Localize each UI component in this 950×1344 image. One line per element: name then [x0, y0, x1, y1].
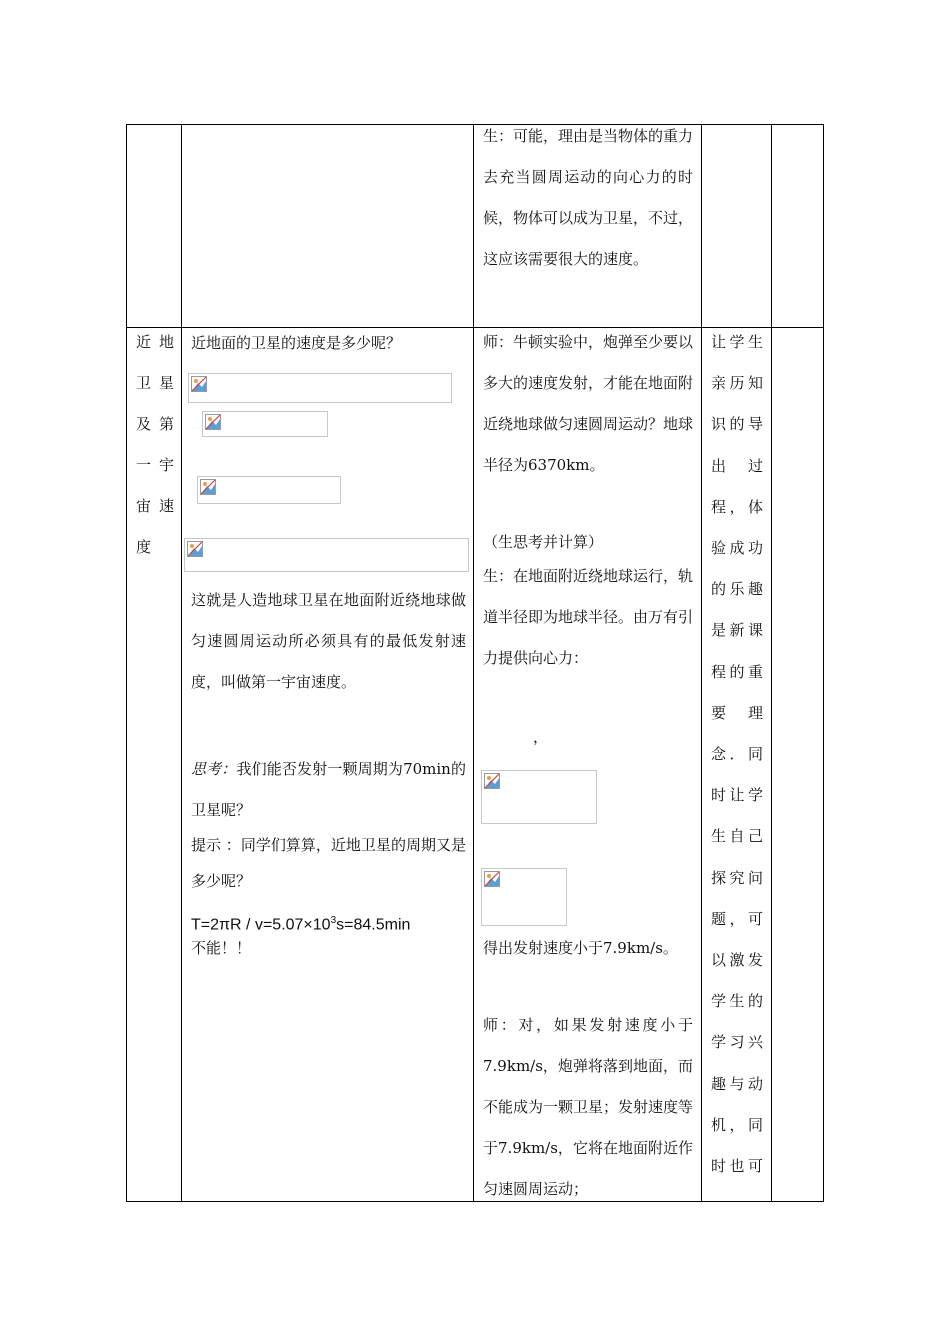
section-title-line: 一 宇	[136, 456, 174, 474]
period-formula	[191, 908, 466, 938]
design-intent-line: 以激发	[711, 951, 763, 970]
design-intent-line: 要 理	[711, 703, 763, 722]
broken-image-icon	[484, 871, 500, 887]
design-intent-line: 生自己	[711, 827, 763, 846]
broken-image-icon	[205, 414, 221, 430]
design-intent-line: 探究问	[711, 868, 763, 887]
formula-tail: s=84.5min	[336, 916, 411, 934]
hint-text: 提示 ：同学们算算，近地卫星的周期又是多少呢？	[191, 836, 466, 890]
student-action: （生思考并计算）	[483, 533, 604, 551]
broken-image-icon	[191, 376, 207, 392]
formula-image	[481, 770, 597, 824]
design-intent-line: 学生的	[711, 992, 763, 1011]
design-intent-line: 让学生	[711, 333, 763, 351]
question-text: 近地面的卫星的速度是多少呢？	[191, 334, 402, 352]
broken-image-icon	[484, 773, 500, 789]
design-intent-line: 时让学	[711, 786, 763, 805]
section-title-line: 及 第	[136, 415, 174, 433]
teacher-question: 师：牛顿实验中，炮弹至少要以多大的速度发射，才能在地面附近绕地球做匀速圆周运动？地球半径为6370km。	[483, 333, 694, 474]
section-title-line: 度	[136, 538, 152, 556]
design-intent-line: 题，可	[711, 909, 763, 928]
formula-image	[184, 538, 469, 572]
formula-exponent: 3	[330, 915, 337, 926]
think-label: 思考：	[191, 760, 237, 778]
formula-image	[188, 373, 452, 403]
student-answer-calc: 生：在地面附近绕地球运行，轨道半径即为地球半径。由万有引力提供向心力：	[483, 567, 694, 667]
conclusion-text: 不能！！	[191, 939, 252, 957]
formula-main: T=2πR / v=5.07×10	[191, 916, 331, 934]
design-intent-line: 时也可	[711, 1157, 763, 1176]
design-intent	[711, 322, 763, 1187]
broken-image-icon	[187, 541, 203, 557]
section-title-line: 卫 星	[136, 374, 174, 392]
think-text: 我们能否发射一颗周期为70min的卫星呢？	[191, 760, 466, 819]
design-intent-line: 是新课	[711, 621, 763, 640]
formula-image	[202, 411, 328, 437]
think-question	[191, 749, 466, 831]
design-intent-line: 机，同	[711, 1115, 763, 1134]
result-text: 得出发射速度小于7.9km/s。	[483, 939, 678, 957]
design-intent-line: 的乐趣	[711, 580, 763, 599]
design-intent-line: 亲历知	[711, 374, 763, 393]
lesson-table	[126, 124, 824, 1202]
teacher-explanation: 师：对，如果发射速度小于7.9km/s，炮弹将落到地面，而不能成为一颗卫星；发射速度等于7.9km/s，它将在地面附近作匀速圆周运动；	[483, 1016, 694, 1198]
design-intent-line: 念．同	[711, 745, 763, 764]
formula-image	[197, 476, 341, 504]
broken-image-icon	[200, 479, 216, 495]
student-answer-possible: 生：可能，理由是当物体的重力去充当圆周运动的向心力的时候，物体可以成为卫星，不过，这应该需要很大的速度。	[483, 127, 694, 268]
design-intent-line: 识的导	[711, 415, 763, 434]
design-intent-line: 验成功	[711, 539, 763, 558]
design-intent-line: 程，体	[711, 497, 763, 516]
section-title-line: 宙 速	[136, 497, 174, 515]
formula-image	[481, 868, 567, 926]
first-cosmic-velocity-explanation: 这就是人造地球卫星在地面附近绕地球做匀速圆周运动所必须具有的最低发射速度，叫做第一宇宙速度。	[191, 591, 466, 691]
design-intent-line: 学习兴	[711, 1033, 763, 1052]
section-title-line: 近 地	[136, 333, 174, 351]
section-title	[136, 322, 174, 568]
design-intent-line: 程的重	[711, 662, 763, 681]
design-intent-line: 出 过	[711, 456, 763, 475]
design-intent-line: 趣与动	[711, 1074, 763, 1093]
comma-text: ，	[533, 728, 549, 746]
